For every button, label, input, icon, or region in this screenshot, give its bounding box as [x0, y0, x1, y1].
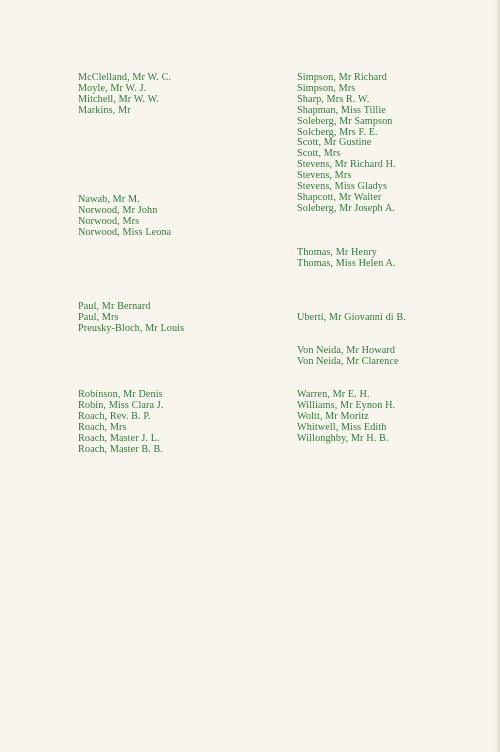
passenger-name: Scott, Mrs [297, 148, 341, 160]
passenger-name: Roach, Mrs [78, 421, 127, 433]
passenger-name: Woltt, Mr Moritz [297, 410, 369, 422]
passenger-name: Simpson, Mrs [297, 82, 356, 94]
passenger-name: Moyle, Mr W. J. [78, 82, 147, 94]
passenger-name: Norwood, Mrs [78, 215, 140, 227]
passenger-name: Stevens, Miss Gladys [297, 181, 388, 193]
passenger-name: Simpson, Mr Richard [297, 72, 387, 83]
name-group-w [297, 390, 497, 445]
name-group-t [297, 248, 497, 270]
passenger-name: Stevens, Mrs [297, 170, 352, 182]
name-group-s [297, 73, 497, 215]
name-group-m [78, 73, 278, 117]
passenger-name: Von Neida, Mr Howard [297, 345, 396, 356]
passenger-name: Von Neida, Mr Clarence [297, 355, 399, 367]
passenger-name: Solcberg, Mrs F. E. [297, 126, 378, 138]
passenger-name: Whitwell, Miss Edith [297, 421, 387, 433]
passenger-name: Williams, Mr Eynon H. [297, 399, 396, 411]
passenger-name: Willonghby, Mr H. B. [297, 432, 389, 444]
passenger-name: Roach, Master B. B. [78, 443, 164, 455]
passenger-name: Paul, Mr Bernard [78, 301, 151, 312]
passenger-name: Norwood, Miss Leona [78, 226, 172, 238]
passenger-name: McClelland, Mr W. C. [78, 72, 172, 83]
name-group-u [297, 313, 497, 324]
passenger-name: Thomas, Miss Helen A. [297, 257, 396, 269]
name-group-n [78, 195, 278, 239]
passenger-name: Paul, Mrs [78, 311, 119, 323]
passenger-name: Markins, Mr [78, 104, 131, 116]
passenger-name: Robinson, Mr Denis [78, 389, 163, 400]
passenger-name: Shapcott, Mr Walter [297, 191, 382, 203]
passenger-name: Soleberg, Mr Sampson [297, 115, 393, 127]
passenger-name: Roach, Master J. L. [78, 432, 160, 444]
passenger-name: Roach, Rev. B. P. [78, 410, 151, 422]
name-group-p [78, 302, 278, 335]
passenger-name: Robin, Miss Clara J. [78, 399, 164, 411]
passenger-name: Warren, Mr E. H. [297, 389, 370, 400]
passenger-name: Sharp, Mrs R. W. [297, 93, 370, 105]
name-group-r [78, 390, 278, 455]
passenger-name: Uberti, Mr Giovanni di B. [297, 312, 406, 323]
passenger-name: Preusky-Bloch, Mr Louis [78, 322, 185, 334]
passenger-name: Soleberg, Mr Joseph A. [297, 202, 395, 214]
passenger-name: Shapman, Miss Tillie [297, 104, 386, 116]
name-group-v [297, 346, 497, 368]
passenger-name: Scott, Mr Gustine [297, 137, 372, 149]
passenger-name: Nawab, Mr M. [78, 194, 140, 205]
page-edge-shadow [495, 0, 500, 752]
passenger-name: Thomas, Mr Henry [297, 247, 377, 258]
passenger-name: Mitchell, Mr W. W. [78, 93, 160, 105]
passenger-name: Stevens, Mr Richard H. [297, 159, 396, 171]
passenger-name: Norwood, Mr John [78, 204, 158, 216]
